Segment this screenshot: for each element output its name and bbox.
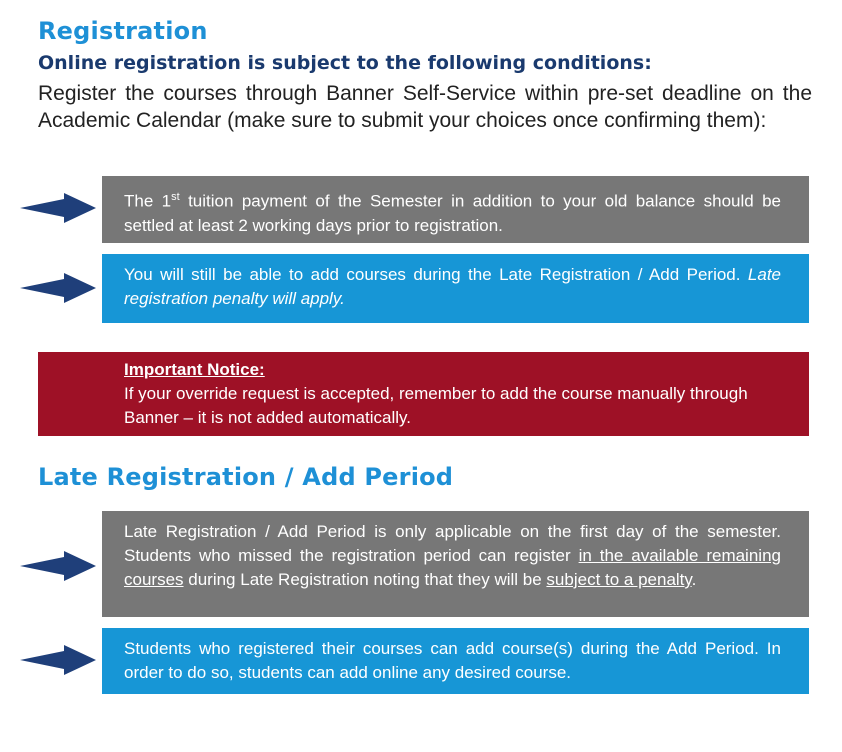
arrow-right-icon (20, 193, 96, 223)
arrow-right-icon (20, 273, 96, 303)
arrow-right-icon (20, 551, 96, 581)
registration-intro: Register the courses through Banner Self-Service within pre-set deadline on the Academic Calendar (make sure to submit your choices once confirming them): (38, 82, 812, 132)
notice-text: If your override request is accepted, remember to add the course manually through Banner – it is not added automatically. (124, 384, 748, 427)
arrow-right-icon (20, 645, 96, 675)
registration-subheading: Online registration is subject to the following conditions: (38, 52, 652, 74)
late-add-condition-box: You will still be able to add courses during the Late Registration / Add Period. Late registration penalty will apply. (102, 254, 809, 323)
payment-condition-box: The 1st tuition payment of the Semester in addition to your old balance should be settled at least 2 working days prior to registration. (102, 176, 809, 243)
add-period-info-box: Students who registered their courses can add course(s) during the Add Period. In order to do so, students can add online any desired course. (102, 628, 809, 694)
late-registration-info-box: Late Registration / Add Period is only applicable on the first day of the semester. Students who missed the registration period can register in the available remaining courses during Late Registration noting that they will be subject to a penalty. (102, 511, 809, 617)
important-notice-box (38, 352, 809, 436)
late-registration-heading: Late Registration / Add Period (38, 463, 454, 491)
notice-title: Important Notice: (124, 360, 265, 379)
registration-heading: Registration (38, 17, 208, 45)
